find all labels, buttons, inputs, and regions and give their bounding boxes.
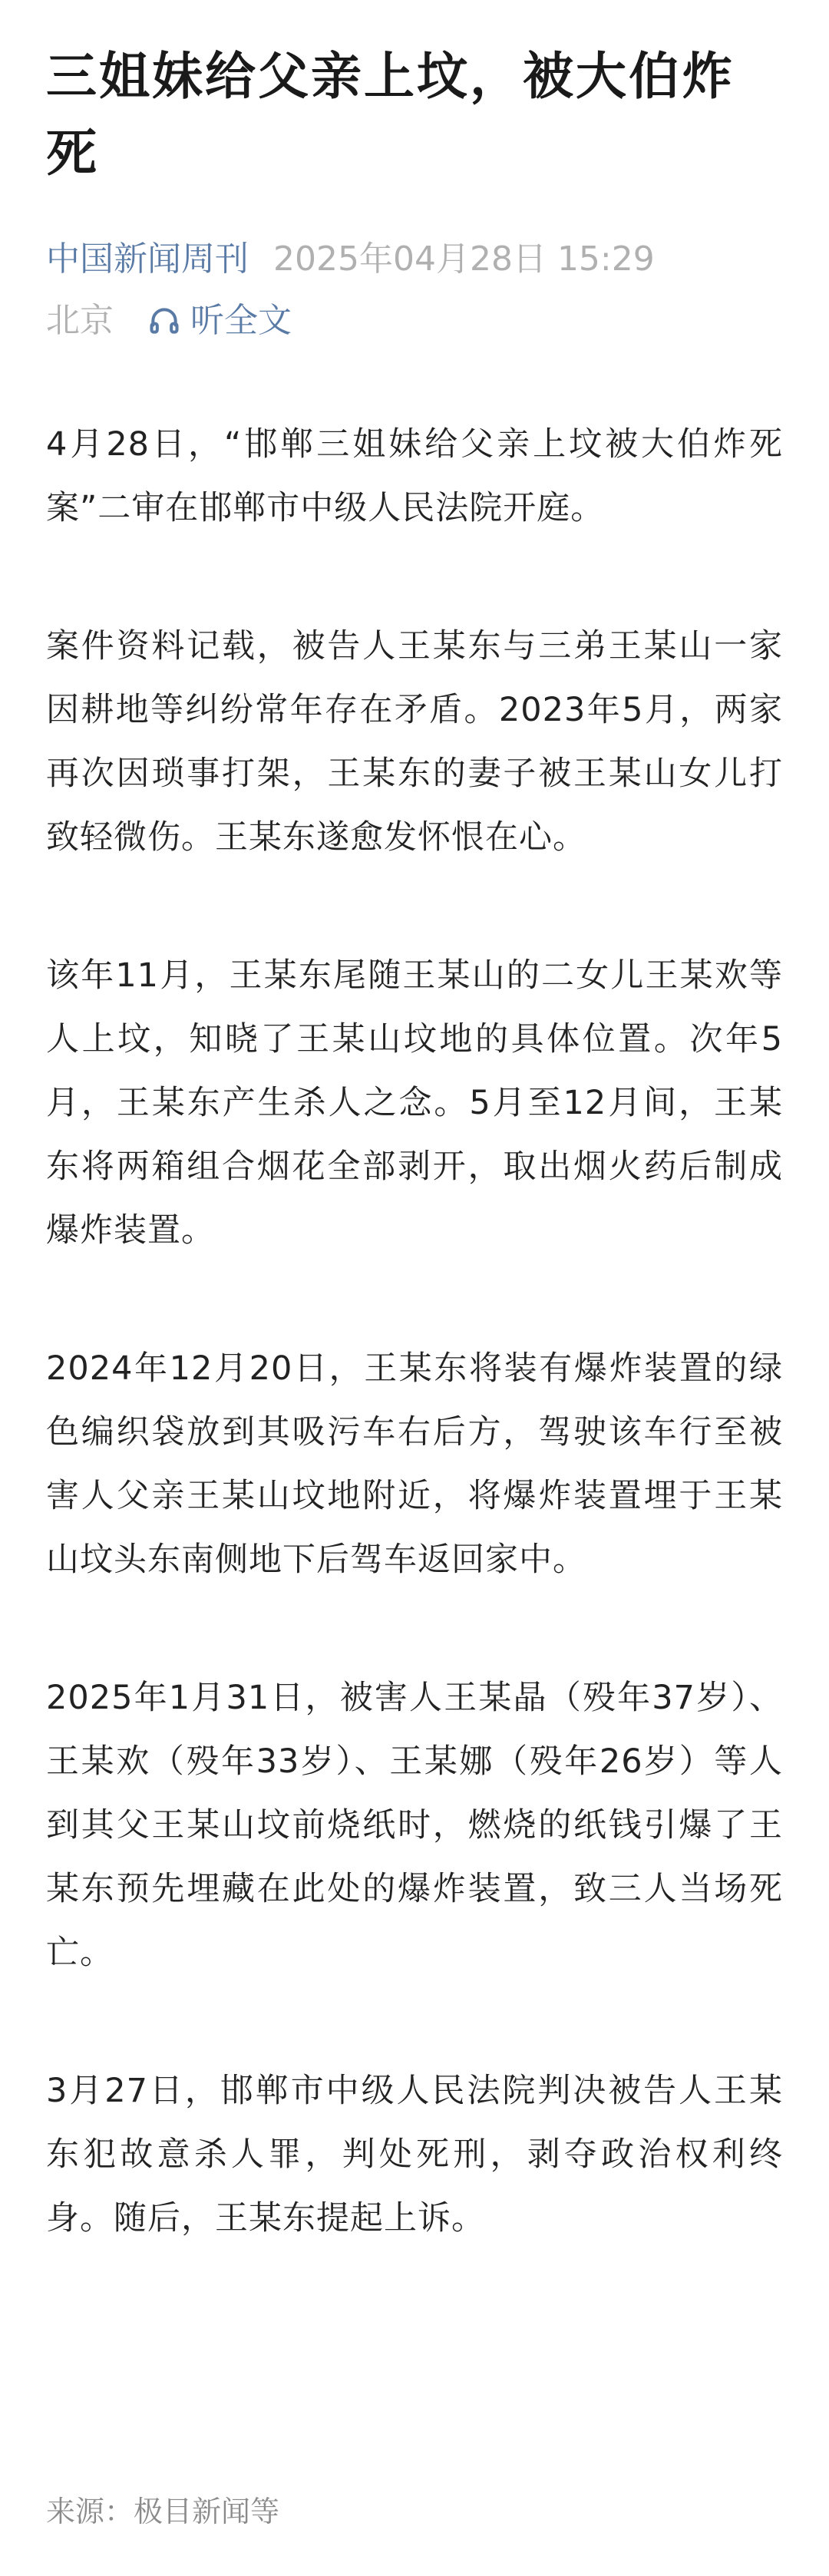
article-meta — [46, 229, 783, 352]
listen-full-text-button[interactable] — [147, 290, 292, 352]
article-paragraph: 2024年12月20日，王某东将装有爆炸装置的绿色编织袋放到其吸污车右后方，驾驶该车行至被害人父亲王某山坟地附近，将爆炸装置埋于王某山坟头东南侧地下后驾车返回家中。 — [46, 1349, 783, 1579]
meta-row-location — [46, 290, 783, 352]
meta-row-source — [46, 229, 783, 290]
article-title: 三姐妹给父亲上坟，被大伯炸死 — [46, 47, 735, 183]
publish-datetime: 2025年04月28日 15:29 — [273, 239, 655, 279]
source-link[interactable]: 中国新闻周刊 — [46, 239, 249, 279]
article-paragraph: 3月27日，邯郸市中级人民法院判决被告人王某东犯故意杀人罪，判处死刑，剥夺政治权利终身。随后，王某东提起上诉。 — [46, 2072, 783, 2237]
article-paragraph: 该年11月，王某东尾随王某山的二女儿王某欢等人上坟，知晓了王某山坟地的具体位置。次年5月，王某东产生杀人之念。5月至12月间，王某东将两箱组合烟花全部剥开，取出烟火药后制成爆炸装置。 — [46, 956, 783, 1250]
footer-source: 来源：极目新闻等 — [46, 2495, 280, 2528]
article-paragraph: 案件资料记载，被告人王某东与三弟王某山一家因耕地等纠纷常年存在矛盾。2023年5月，两家再次因琐事打架，王某东的妻子被王某山女儿打致轻微伤。王某东遂愈发怀恨在心。 — [46, 627, 783, 857]
headphones-icon — [147, 304, 181, 338]
listen-label: 听全文 — [190, 301, 292, 340]
article-paragraph: 2025年1月31日，被害人王某晶（殁年37岁）、王某欢（殁年33岁）、王某娜（殁年26岁）等人到其父王某山坟前烧纸时，燃烧的纸钱引爆了王某东预先埋藏在此处的爆炸装置，致三人当场死亡。 — [46, 1679, 783, 1972]
article-body — [46, 413, 783, 2251]
location-label: 北京 — [46, 301, 114, 340]
article-paragraph: 4月28日，“邯郸三姐妹给父亲上坟被大伯炸死案”二审在邯郸市中级人民法院开庭。 — [46, 425, 783, 527]
